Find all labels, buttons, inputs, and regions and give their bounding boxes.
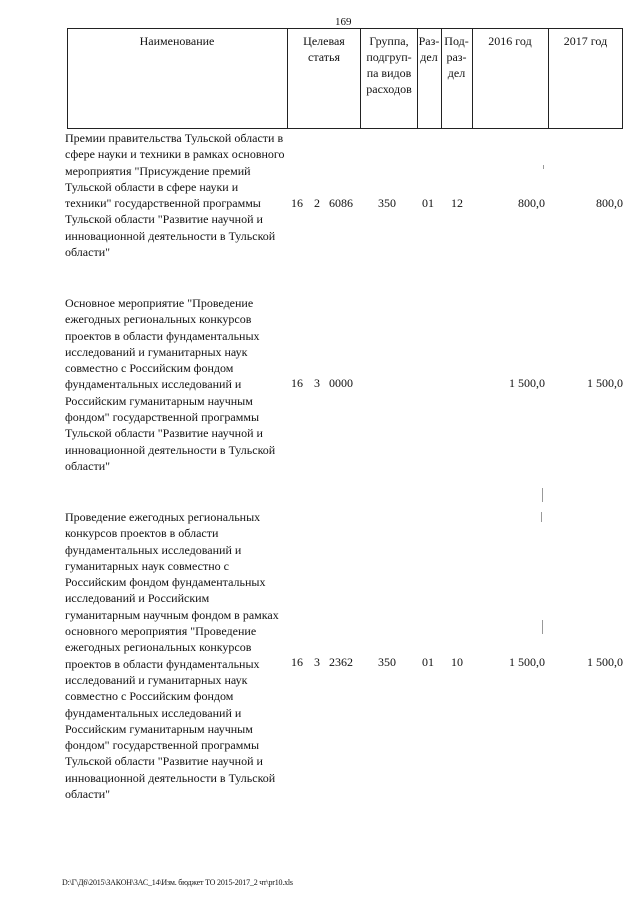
row-code-subprogram: 3	[314, 655, 320, 669]
header-target-article: Целевая статья	[303, 34, 345, 64]
scan-mark	[541, 512, 542, 522]
row-expense-group: 350	[378, 655, 396, 669]
row-value-2016: 800,0	[518, 196, 545, 210]
scan-mark	[542, 620, 543, 634]
row-subsection: 12	[451, 196, 463, 210]
table-row-name: Основное мероприятие "Проведение ежегодных региональных конкурсов проектов в области фундаментальных исследований и гуманитарных наук совместно с Российским фондом фундаментальных исследований и Российским гуманитарным научным фондом" государственной программы Тульской области "Развитие научной и инновационной деятельности в Тульской области"	[65, 296, 276, 473]
scan-mark	[542, 488, 543, 502]
header-divider	[360, 28, 361, 129]
header-divider	[622, 28, 623, 129]
row-code-subprogram: 3	[314, 376, 320, 390]
row-section: 01	[422, 655, 434, 669]
header-2016: 2016 год	[488, 34, 532, 48]
row-code-program: 16	[291, 376, 303, 390]
row-value-2017: 800,0	[596, 196, 623, 210]
row-expense-group: 350	[378, 196, 396, 210]
row-code-subprogram: 2	[314, 196, 320, 210]
row-code-direction: 2362	[329, 655, 353, 669]
row-value-2017: 1 500,0	[587, 655, 623, 669]
row-section: 01	[422, 196, 434, 210]
row-code-direction: 6086	[329, 196, 353, 210]
page-number: 169	[335, 16, 352, 28]
row-subsection: 10	[451, 655, 463, 669]
table-row-name: Премии правительства Тульской области в сфере науки и техники в рамках основного мероприятия "Присуждение премий Тульской области в сфере науки и техники" государственной программы Тульской области "Развитие научной и инновационной деятельности в Тульской области"	[65, 131, 285, 260]
scan-mark	[543, 165, 544, 169]
row-code-program: 16	[291, 196, 303, 210]
row-value-2016: 1 500,0	[509, 376, 545, 390]
row-value-2017: 1 500,0	[587, 376, 623, 390]
row-value-2016: 1 500,0	[509, 655, 545, 669]
header-subsection: Под-раз-дел	[444, 34, 469, 80]
row-code-direction: 0000	[329, 376, 353, 390]
file-path-footer: D:\Г\Д6\2015\ЗАКОН\ЗАС_14\Изм. бюджет ТО 2015-2017_2 чт\pr10.xls	[62, 878, 293, 887]
table-row-name: Проведение ежегодных региональных конкурсов проектов в области фундаментальных исследований и гуманитарных наук совместно с Российским фондом фундаментальных исследований и Российским гуманитарным научным фондом в рамках основного мероприятия "Проведение ежегодных региональных конкурсов проектов в области фундаментальных исследований и гуманитарных наук совместно с Российским фондом фундаментальных исследований и Российским гуманитарным научным фондом" государственной программы Тульской области "Развитие научной и инновационной деятельности в Тульской области"	[65, 510, 279, 802]
header-expense-group: Группа, подгруп-па видов расходов	[366, 34, 412, 96]
header-name: Наименование	[139, 34, 215, 48]
header-section: Раз-дел	[418, 34, 440, 64]
header-2017: 2017 год	[563, 34, 608, 48]
row-code-program: 16	[291, 655, 303, 669]
header-divider	[287, 28, 288, 129]
